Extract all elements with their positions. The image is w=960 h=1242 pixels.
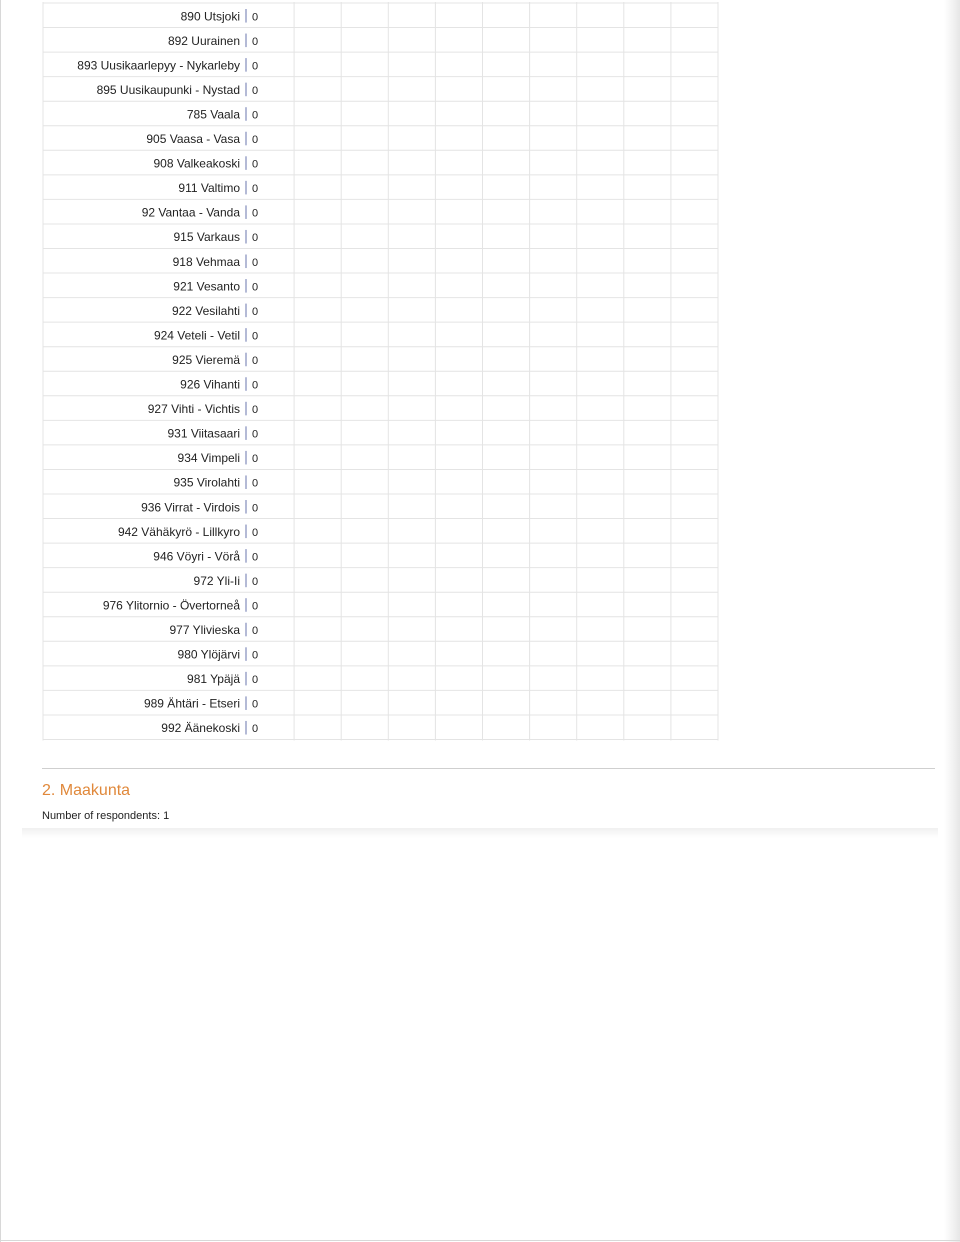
value-label: 0 <box>252 305 259 318</box>
category-label: 911 Valtimo <box>178 181 240 196</box>
category-label: 935 Virolahti <box>173 475 240 490</box>
value-label: 0 <box>252 649 259 662</box>
value-label: 0 <box>252 674 259 687</box>
value-label: 0 <box>252 330 259 343</box>
value-label: 0 <box>252 134 259 147</box>
category-label: 936 Virrat - Virdois <box>141 500 240 515</box>
category-label: 976 Ylitornio - Övertorneå <box>102 598 240 613</box>
value-label: 0 <box>252 453 259 466</box>
value-label: 0 <box>252 477 259 490</box>
value-label: 0 <box>252 158 259 171</box>
section-divider <box>42 768 935 769</box>
value-label: 0 <box>252 551 259 564</box>
value-label: 0 <box>252 11 259 24</box>
value-label: 0 <box>252 256 259 269</box>
value-label: 0 <box>252 84 259 97</box>
value-label: 0 <box>252 526 259 539</box>
category-label: 922 Vesilahti <box>171 303 240 318</box>
value-label: 0 <box>252 404 259 417</box>
value-label: 0 <box>252 625 259 638</box>
category-label: 915 Varkaus <box>173 230 240 245</box>
category-label: 942 Vähäkyrö - Lillkyro <box>117 524 240 539</box>
respondents-count: Number of respondents: 1 <box>42 810 170 822</box>
category-label: 931 Viitasaari <box>167 426 240 441</box>
value-label: 0 <box>252 207 259 220</box>
value-label: 0 <box>252 109 259 122</box>
value-label: 0 <box>252 379 259 392</box>
value-label: 0 <box>252 60 259 73</box>
value-label: 0 <box>252 354 259 367</box>
category-label: 925 Vieremä <box>172 352 240 367</box>
category-label: 92 Vantaa - Vanda <box>141 205 240 220</box>
category-label: 921 Vesanto <box>173 279 240 294</box>
value-label: 0 <box>252 183 259 196</box>
value-label: 0 <box>252 698 259 711</box>
category-label: 785 Vaala <box>186 107 240 122</box>
value-label: 0 <box>252 232 259 245</box>
value-label: 0 <box>252 281 259 294</box>
category-label: 980 Ylöjärvi <box>177 647 240 662</box>
category-label: 977 Ylivieska <box>169 623 240 638</box>
page-frame-bottom <box>0 1240 960 1241</box>
category-label: 924 Veteli - Vetil <box>153 328 240 343</box>
category-label: 890 Utsjoki <box>180 9 240 24</box>
category-label: 989 Ähtäri - Etseri <box>143 696 240 711</box>
category-label: 946 Vöyri - Vörå <box>153 549 240 564</box>
value-label: 0 <box>252 428 259 441</box>
value-label: 0 <box>252 575 259 588</box>
category-label: 934 Vimpeli <box>177 451 240 466</box>
value-label: 0 <box>252 723 259 736</box>
category-label: 893 Uusikaarlepyy - Nykarleby <box>77 58 240 73</box>
category-label: 992 Äänekoski <box>161 721 240 736</box>
category-label: 895 Uusikaupunki - Nystad <box>96 82 240 97</box>
value-label: 0 <box>252 35 259 48</box>
value-label: 0 <box>252 600 259 613</box>
category-label: 908 Valkeakoski <box>153 156 240 171</box>
category-label: 981 Ypäjä <box>187 672 240 687</box>
category-label: 892 Uurainen <box>167 33 240 48</box>
section-title: 2. Maakunta <box>42 782 131 799</box>
category-label: 918 Vehmaa <box>172 254 240 269</box>
category-label: 972 Yli-Ii <box>193 573 240 588</box>
value-label: 0 <box>252 502 259 515</box>
category-label: 927 Vihti - Vichtis <box>147 402 240 417</box>
category-label: 926 Vihanti <box>180 377 240 392</box>
category-label: 905 Vaasa - Vasa <box>146 132 240 147</box>
content-edge-shadow <box>22 828 938 838</box>
